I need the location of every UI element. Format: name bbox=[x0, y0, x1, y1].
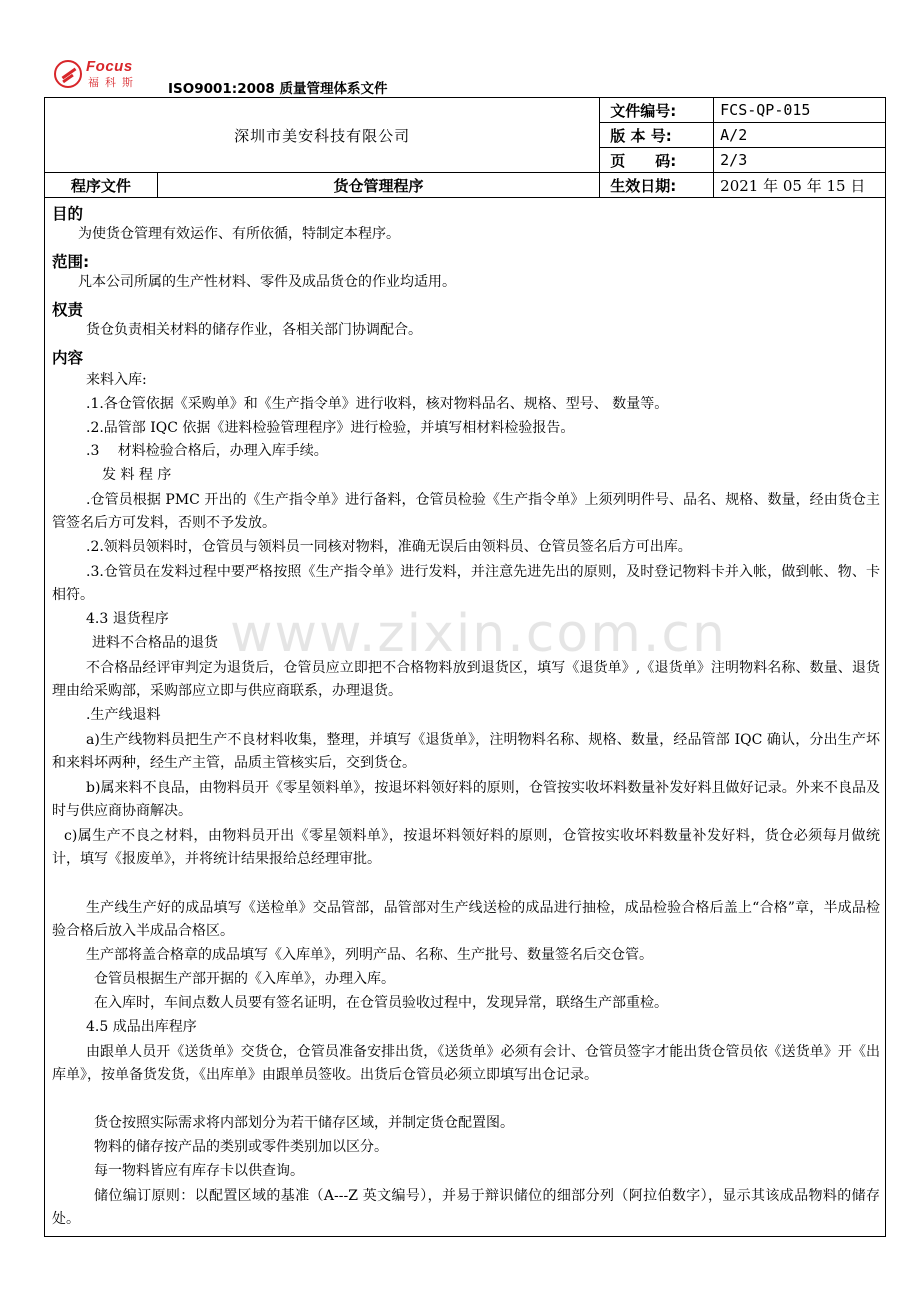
date-label: 生效日期: bbox=[600, 173, 714, 198]
page-label: 页 码: bbox=[600, 148, 714, 173]
content-line: 发 料 程 序 bbox=[102, 467, 172, 483]
doc-no-value: FCS-QP-015 bbox=[714, 98, 886, 123]
version-label: 版 本 号: bbox=[600, 123, 714, 148]
section-purpose-title: 目的 bbox=[52, 205, 84, 223]
content-line: 来料入库: bbox=[86, 372, 147, 388]
logo-brand: Focus bbox=[86, 58, 133, 75]
content-line: .2.领料员领料时，仓管员与领料员一同核对物料，准确无误后由领料员、仓管员签名后方可出库。 bbox=[86, 539, 692, 555]
content-line: .2.品管部 IQC 依据《进料检验管理程序》进行检验，并填写相材料检验报告。 bbox=[86, 420, 575, 436]
section-duty-title: 权责 bbox=[52, 301, 84, 319]
duty-text: 货仓负责相关材料的储存作业，各相关部门协调配合。 bbox=[86, 322, 422, 338]
content-line: 进料不合格品的退货 bbox=[92, 635, 218, 651]
iso-line: ISO9001:2008 质量管理体系文件 bbox=[168, 81, 388, 97]
content-paragraph: 由跟单人员开《送货单》交货仓，仓管员准备安排出货，《送货单》必须有会计、仓管员签字才能出货仓管员依《送货单》开《出库单》，按单备货发货，《出库单》由跟单员签收。出货后仓管员必须立即填写出仓记录。 bbox=[52, 1044, 880, 1083]
content-paragraph: .仓管员根据 PMC 开出的《生产指令单》进行备料，仓管员检验《生产指令单》上须列明件号、品名、规格、数量，经由货仓主管签名后方可发料，否则不予发放。 bbox=[52, 492, 880, 531]
scope-text: 凡本公司所属的生产性材料、零件及成品货仓的作业均适用。 bbox=[78, 274, 456, 290]
doc-type-label: 程序文件 bbox=[45, 173, 158, 198]
content-paragraph: b)属来料不良品，由物料员开《零星领料单》，按退坏料领好料的原则，仓管按实收坏料数量补发好料且做好记录。外来不良品及时与供应商协商解决。 bbox=[52, 780, 880, 819]
content-line: 4.3 退货程序 bbox=[86, 611, 169, 627]
content-line: .1.各仓管依据《采购单》和《生产指令单》进行收料，核对物料品名、规格、型号、 数量等。 bbox=[86, 396, 669, 412]
company-name: 深圳市美安科技有限公司 bbox=[45, 98, 600, 173]
content-line: .3 材料检验合格后，办理入库手续。 bbox=[86, 443, 328, 459]
document-header-table bbox=[44, 97, 886, 198]
content-paragraph: a)生产线物料员把生产不良材料收集，整理，并填写《退货单》，注明物料名称、规格、数量，经品管部 IQC 确认，分出生产坏和来料坏两种，经生产主管，品质主管核实后，交到货仓。 bbox=[52, 732, 880, 771]
content-line: 生产部将盖合格章的成品填写《入库单》，列明产品、名称、生产批号、数量签名后交仓管。 bbox=[86, 947, 653, 963]
purpose-text: 为使货仓管理有效运作、有所依循，特制定本程序。 bbox=[78, 226, 400, 242]
focus-logo-icon bbox=[54, 60, 82, 88]
content-line: 每一物料皆应有库存卡以供查询。 bbox=[94, 1163, 304, 1179]
content-line: 货仓按照实际需求将内部划分为若干储存区域，并制定货仓配置图。 bbox=[94, 1115, 514, 1131]
date-value: 2021 年 05 年 15 日 bbox=[714, 173, 886, 198]
content-paragraph: 生产线生产好的成品填写《送检单》交品管部，品管部对生产线送检的成品进行抽检，成品检验合格后盖上“合格”章，半成品检验合格后放入半成品合格区。 bbox=[52, 900, 880, 939]
page-value: 2/3 bbox=[714, 148, 886, 173]
content-paragraph: c)属生产不良之材料，由物料员开出《零星领料单》，按退坏料领好料的原则，仓管按实收坏料数量补发好料，货仓必须每月做统计，填写《报废单》，并将统计结果报给总经理审批。 bbox=[52, 828, 880, 867]
version-value: A/2 bbox=[714, 123, 886, 148]
content-paragraph: .3.仓管员在发料过程中要严格按照《生产指令单》进行发料，并注意先进先出的原则，及时登记物料卡并入帐，做到帐、物、卡相符。 bbox=[52, 564, 880, 603]
content-line: 仓管员根据生产部开据的《入库单》，办理入库。 bbox=[94, 971, 395, 987]
content-line: 物料的储存按产品的类别或零件类别加以区分。 bbox=[94, 1139, 388, 1155]
company-logo bbox=[50, 56, 160, 88]
doc-title: 货仓管理程序 bbox=[157, 173, 599, 198]
doc-no-label: 文件编号: bbox=[600, 98, 714, 123]
content-paragraph: 不合格品经评审判定为退货后，仓管员应立即把不合格物料放到退货区，填写《退货单》,《退货单》注明物料名称、数量、退货理由给采购部，采购部应立即与供应商联系，办理退货。 bbox=[52, 660, 880, 699]
content-line: 4.5 成品出库程序 bbox=[86, 1019, 197, 1035]
content-paragraph: 储位编订原则：以配置区域的基准（A---Z 英文编号），并易于辩识储位的细部分列（阿拉伯数字），显示其该成品物料的储存处。 bbox=[52, 1188, 880, 1227]
content-line: 在入库时，车间点数人员要有签名证明，在仓管员验收过程中，发现异常，联络生产部重检。 bbox=[94, 995, 668, 1011]
content-line: .生产线退料 bbox=[86, 707, 161, 723]
section-content-title: 内容 bbox=[52, 349, 84, 367]
watermark: www.zixin.com.cn bbox=[230, 604, 727, 664]
logo-brand-cn: 福科斯 bbox=[88, 76, 139, 89]
section-scope-title: 范围: bbox=[52, 253, 90, 271]
